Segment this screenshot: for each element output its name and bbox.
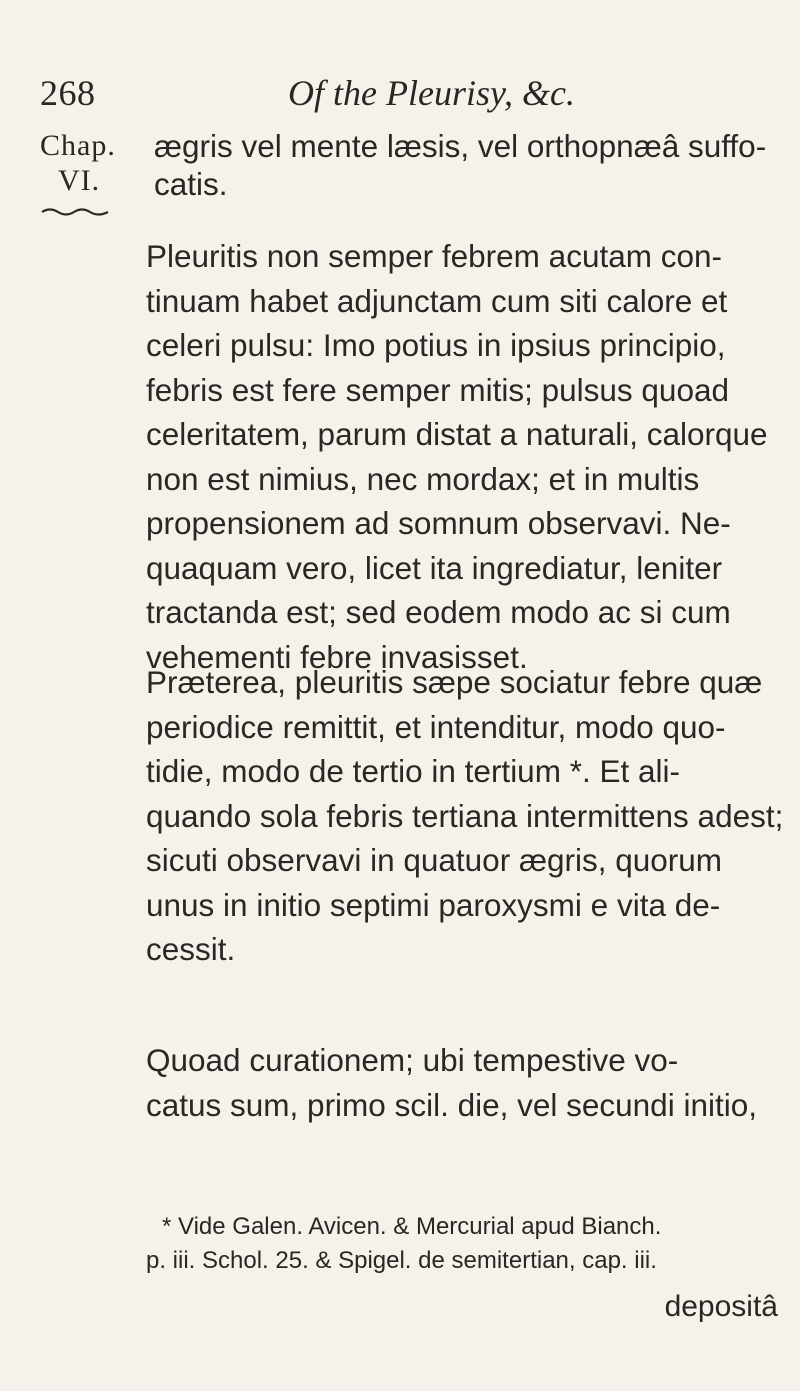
text-line: quando sola febris tertiana intermittens adest; [146,797,784,834]
text-line: quaquam vero, licet ita ingrediatur, leniter [146,549,723,586]
catchword: depositâ [664,1290,778,1323]
text-line: febris est fere semper mitis; pulsus quoad [146,371,730,408]
text-line: Quoad curationem; ubi tempestive vo- [146,1042,679,1078]
text-line: sicuti observavi in quatuor ægris, quorum [146,842,723,878]
text-line: unus in initio septimi paroxysmi e vita de- [146,886,721,923]
text-line: periodice remittit, et intenditur, modo quo- [146,708,726,745]
ornament-swash-icon [40,206,110,218]
text-line: tinuam habet adjunctam cum siti calore et [146,282,728,319]
text-line: catus sum, primo scil. die, vel secundi initio, [146,1086,757,1123]
running-title: Of the Pleurisy, &c. [288,73,575,113]
chapter-label: Chap. [40,129,116,162]
text-line: celeri pulsu: Imo potius in ipsius principio, [146,327,726,363]
text-line: celeritatem, parum distat a naturali, calorque [146,416,768,452]
text-line: cessit. [146,931,236,967]
text-line: propensionem ad somnum observavi. Ne- [146,505,731,541]
chapter-number: VI. [58,164,101,197]
text-line: Pleuritis non semper febrem acutam con- [146,238,722,274]
page-number: 268 [40,73,96,113]
text-line: tidie, modo de tertio in tertium *. Et ali- [146,753,680,789]
text-line: Præterea, pleuritis sæpe sociatur febre quæ [146,664,763,700]
footnote-line: * Vide Galen. Avicen. & Mercurial apud Bianch. [162,1213,662,1240]
page-header [40,72,760,116]
opening-line-1: ægris vel mente læsis, vel orthopnæâ suffo- [154,128,767,164]
footnote-line: p. iii. Schol. 25. & Spigel. de semitertian, cap. iii. [146,1247,657,1274]
paragraph-3 [146,1038,786,1127]
footnote [146,1210,786,1278]
text-line: non est nimius, nec mordax; et in multis [146,460,700,497]
text-line: vehementi febre invasisset. [146,638,528,675]
opening-line-2: catis. [154,166,228,202]
paragraph-2 [146,660,786,972]
text-line: tractanda est; sed eodem modo ac si cum [146,594,731,630]
paragraph-1 [146,234,786,679]
